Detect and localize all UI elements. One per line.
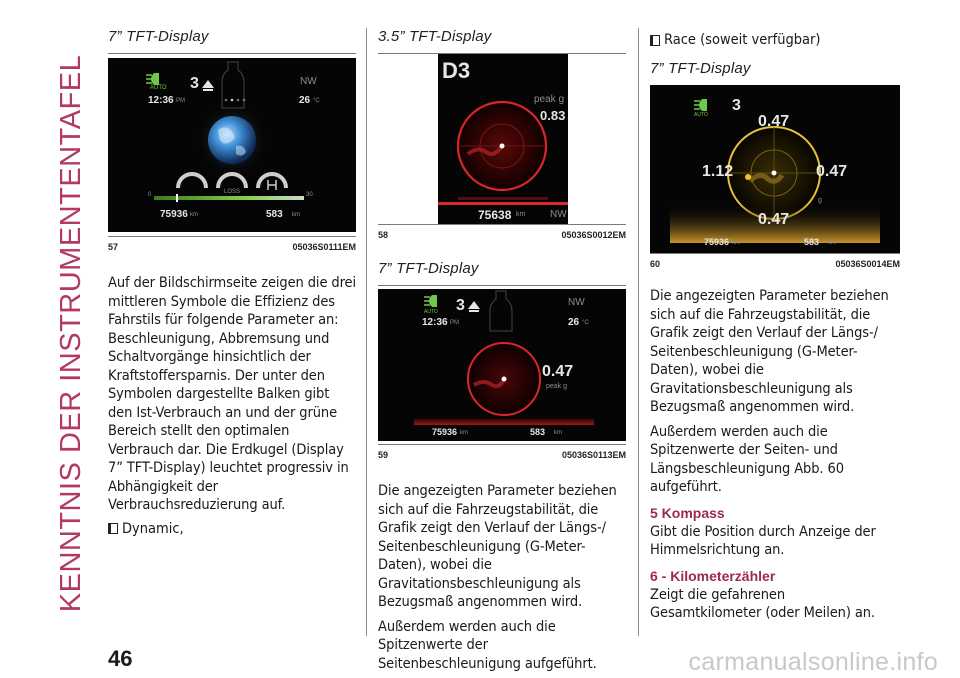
race-description: Die angezeigten Parameter beziehen sich auf die Fahrzeugstabilität, die Grafik zeigt den Verlauf der Längs-/ Seitenbeschleunigung (G-Meter-Daten), wobei die Gravitationsbeschleunigung als Bezugsmaß angenommen wird. — [650, 288, 889, 415]
eco-display-graphic — [108, 58, 356, 232]
column-divider — [638, 28, 639, 636]
speedometer-icon — [178, 174, 206, 188]
shift-up-icon — [468, 301, 480, 309]
figure-58 — [378, 53, 626, 225]
g-value-right: 0.47 — [816, 163, 848, 180]
column-2 — [378, 28, 626, 673]
clock-suffix: PM — [450, 320, 459, 326]
odometer-value: 75936 — [432, 427, 458, 437]
range-value: 583 — [266, 209, 283, 220]
range-unit: km — [828, 240, 836, 246]
figure-58-caption — [378, 230, 626, 240]
peak-value: 0.83 — [540, 108, 566, 123]
race-peak-note: Außerdem werden auch die Spitzenwerte der Seiten- und Längsbeschleunigung Abb. 60 aufgeführt. — [650, 423, 844, 495]
compass-direction: NW — [300, 76, 317, 87]
gear-shift-icon — [258, 174, 286, 190]
column-3 — [650, 28, 900, 623]
figure-60 — [650, 85, 900, 254]
bullet-text: Race (soweit verfügbar) — [664, 32, 821, 48]
side-title-text: KENNTNIS DER INSTRUMENTENTAFEL — [55, 54, 88, 612]
compass-text: Gibt die Position durch Anzeige der Himmelsrichtung an. — [650, 523, 876, 558]
watermark: carmanualsonline.info — [688, 648, 938, 676]
odometer-value: 75936 — [160, 209, 188, 220]
compass-direction: NW — [550, 209, 567, 220]
figure-60-caption — [650, 259, 900, 269]
temp-unit: °C — [313, 98, 320, 104]
figure-59 — [378, 285, 626, 445]
checkbox-icon — [108, 523, 118, 534]
g-unit-label: g — [818, 197, 822, 204]
figure-number: 59 — [378, 450, 389, 460]
range-unit: km — [554, 430, 562, 436]
range-value: 583 — [530, 427, 546, 437]
odometer-unit: km — [732, 240, 740, 246]
column-1 — [108, 28, 356, 537]
g-value-top: 0.47 — [758, 113, 790, 130]
auto-label: AUTO — [424, 309, 438, 315]
auto-label: AUTO — [694, 112, 708, 118]
figure-code: 05036S0012EM — [561, 230, 626, 240]
odometer-heading: 6 - Kilometerzähler — [650, 567, 776, 584]
compass-heading: 5 Kompass — [650, 504, 725, 521]
dynamic-description: Die angezeigten Parameter beziehen sich auf die Fahrzeugstabilität, die Grafik zeigt den Verlauf der Längs-/ Seitenbeschleunigung (G-Meter-Daten), wobei die Gravitationsbeschleunigung als Bezugsmaß angenommen wird. — [378, 483, 617, 610]
bar-label-left: 0 — [148, 192, 152, 198]
outside-temp: 26 — [299, 95, 311, 106]
odometer-unit: km — [516, 211, 526, 218]
range-unit: km — [292, 212, 300, 218]
page-number: 46 — [108, 646, 133, 671]
dynamic-35-screen — [438, 54, 568, 224]
checkbox-icon — [650, 35, 660, 46]
headlight-icon — [146, 73, 159, 85]
section-side-title — [52, 18, 92, 648]
eco-description: Auf der Bildschirmseite zeigen die drei mittleren Symbole die Effizienz des Fahrstils für folgende Parameter an: Beschleunigung, Abbremsung und Schaltvorgänge hinsichtlich der Kraftstoffersparnis. Der unter den Symbolen dargestellte Balken gibt den Ist-Verbrauch an und der grüne Bereich stellt den optimalen Verbrauch dar. Die Erdkugel (Display 7” TFT-Display) leuchtet progressiv in Abhängigkeit der Verbrauchsreduzierung auf. — [108, 275, 357, 513]
odometer-unit: km — [460, 430, 468, 436]
figure-number: 58 — [378, 230, 389, 240]
peak-label: peak g — [534, 94, 565, 105]
bar-label-right: 30 — [306, 192, 313, 198]
gear-indicator: D3 — [442, 58, 471, 83]
odometer-value: 75638 — [478, 208, 512, 222]
peak-label: peak g — [546, 383, 568, 390]
figure-57-caption — [108, 242, 356, 252]
dynamic-7-screen — [378, 289, 626, 441]
clock-time: 12:36 — [422, 317, 448, 328]
figure-60-title: 7” TFT-Display — [650, 60, 751, 77]
eco-display-screen — [108, 58, 356, 232]
outside-temp: 26 — [568, 317, 580, 328]
figure-58-title: 3.5” TFT-Display — [378, 28, 492, 45]
brake-icon — [218, 174, 246, 188]
bullet-race — [650, 32, 900, 48]
column-divider — [366, 28, 367, 636]
odometer-text: Zeigt die gefahrenen Gesamtkilometer (oder Meilen) an. — [650, 586, 875, 621]
figure-number: 57 — [108, 242, 119, 252]
figure-57 — [108, 53, 356, 237]
temp-unit: °C — [582, 320, 589, 326]
figure-57-title: 7” TFT-Display — [108, 28, 209, 45]
gear-indicator: 3 — [456, 297, 465, 314]
g-value-bottom: 0.47 — [758, 211, 790, 228]
g-value: 0.47 — [542, 363, 574, 380]
figure-code: 05036S0113EM — [561, 450, 626, 460]
headlight-icon — [424, 295, 437, 307]
figure-59-caption — [378, 450, 626, 460]
range-value: 583 — [804, 237, 820, 247]
headlight-icon — [694, 99, 707, 111]
dynamic-peak-note: Außerdem werden auch die Spitzenwerte der Seitenbeschleunigung aufgeführt. — [378, 618, 597, 672]
shift-up-icon — [202, 80, 214, 88]
figure-number: 60 — [650, 259, 661, 269]
figure-59-title: 7” TFT-Display — [378, 260, 479, 277]
odometer-value: 75936 — [704, 237, 730, 247]
auto-label: AUTO — [150, 85, 167, 91]
clock-suffix: PM — [176, 98, 185, 104]
g-value-left: 1.12 — [702, 163, 734, 180]
compass-direction: NW — [568, 297, 585, 308]
figure-code: 05036S0014EM — [835, 259, 900, 269]
figure-58-frame — [378, 54, 626, 224]
bar-label-mid: LOSS — [224, 189, 241, 195]
bullet-dynamic — [108, 521, 356, 537]
bullet-text: Dynamic, — [122, 520, 184, 537]
gear-indicator: 3 — [190, 75, 199, 92]
race-display-screen — [650, 85, 900, 253]
odometer-unit: km — [190, 212, 198, 218]
dynamic-7-graphic — [378, 289, 626, 441]
figure-code: 05036S0111EM — [292, 242, 356, 252]
gear-indicator: 3 — [732, 97, 741, 114]
clock-time: 12:36 — [148, 95, 174, 106]
